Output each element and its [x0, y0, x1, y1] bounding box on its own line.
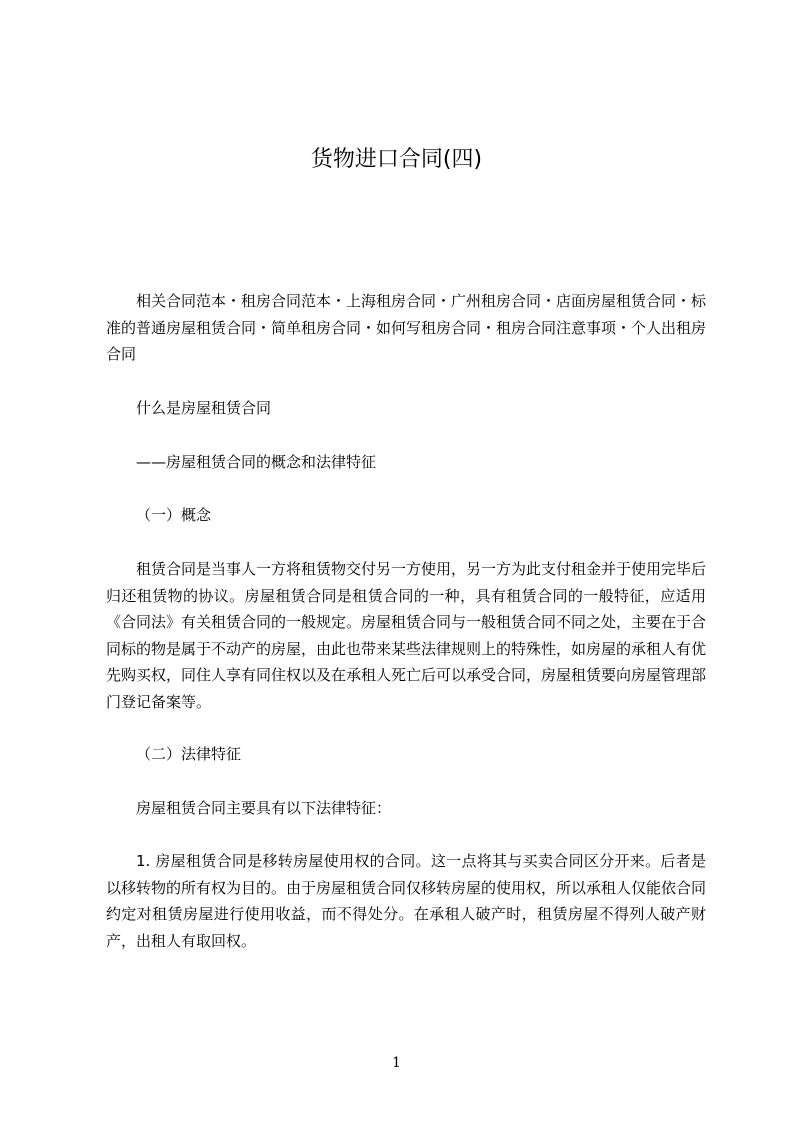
concept-body: 租赁合同是当事人一方将租赁物交付另一方使用，另一方为此支付租金并于使用完毕后归还租赁物的协议。房屋租赁合同是租赁合同的一种，具有租赁合同的一般特征，应适用《合同法》有关租赁合同的一般规定。房屋租赁合同与一般租赁合同不同之处，主要在于合同标的物是属于不动产的房屋，由此也带来某些法律规则上的特殊性，如房屋的承租人有优先购买权，同住人享有同住权以及在承租人死亡后可以承受合同，房屋租赁要向房屋管理部门登记备案等。 — [106, 560, 707, 711]
legal-features-heading: （二）法律特征 — [136, 745, 242, 763]
legal-features-intro: 房屋租赁合同主要具有以下法律特征： — [136, 799, 392, 817]
page-number: 1 — [392, 1055, 401, 1071]
related-links-paragraph: 相关合同范本・租房合同范本・上海租房合同・广州租房合同・店面房屋租赁合同・标准的普通房屋租赁合同・简单租房合同・如何写租房合同・租房合同注意事项・个人出租房合同 — [106, 292, 707, 363]
concept-heading: （一）概念 — [136, 506, 212, 524]
legal-feature-item-1: 1. 房屋租赁合同是移转房屋使用权的合同。这一点将其与买卖合同区分开来。后者是以移转物的所有权为目的。由于房屋租赁合同仅移转房屋的使用权，所以承租人仅能依合同约定对租赁房屋进行使用收益，而不得处分。在承租人破产时，租赁房屋不得列人破产财产，出租人有取回权。 — [106, 852, 707, 950]
document-title: 货物进口合同(四) — [310, 147, 483, 172]
section-subtitle: ——房屋租赁合同的概念和法律特征 — [136, 453, 377, 471]
section-question: 什么是房屋租赁合同 — [136, 399, 272, 417]
